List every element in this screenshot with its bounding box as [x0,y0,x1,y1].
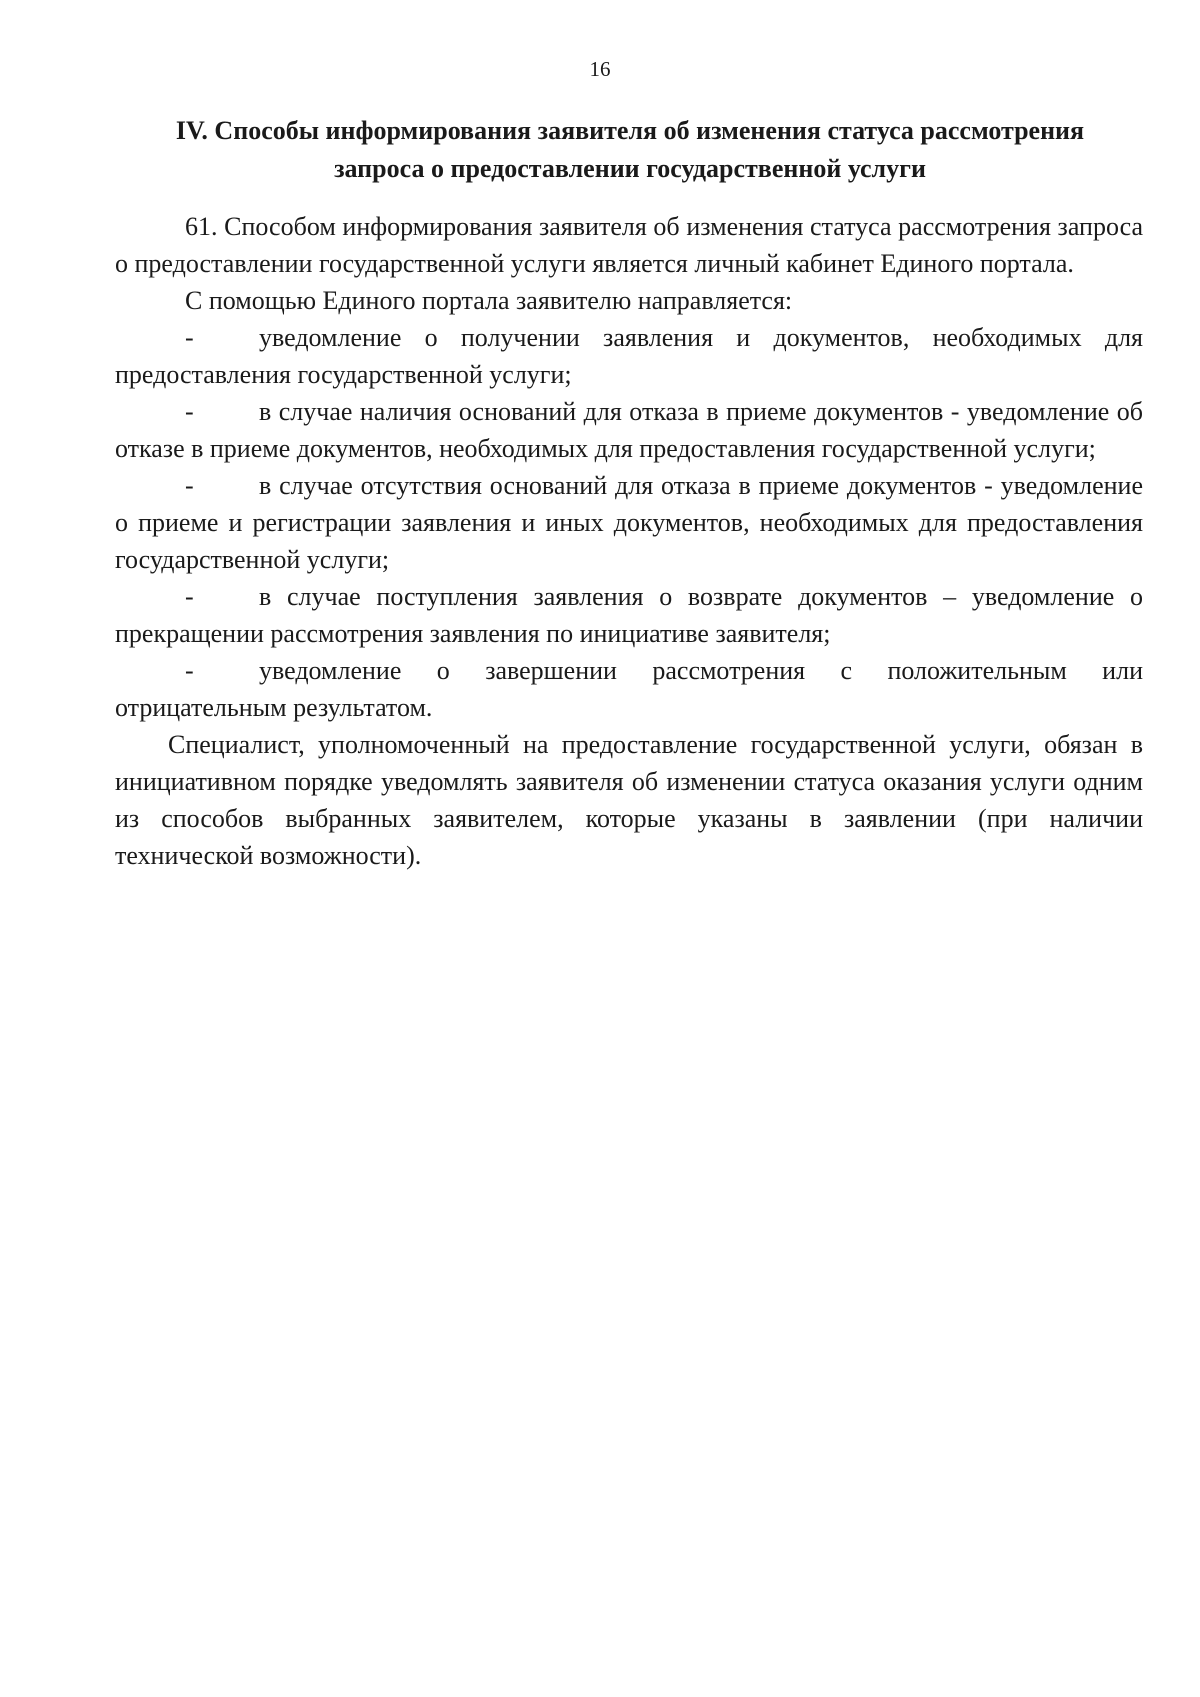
list-item-text: в случае наличия оснований для отказа в приеме документов - уведомление об отказе в приеме документов, необходимых для предоставления государственной услуги; [115,397,1143,463]
section-title-line-2: запроса о предоставлении государственной услуги [334,154,926,183]
list-item [115,578,1143,652]
closing-paragraph: Специалист, уполномоченный на предоставление государственной услуги, обязан в инициативном порядке уведомлять заявителя об изменении статуса оказания услуги одним из способов выбранных заявителем, которые указаны в заявлении (при наличии технической возможности). [115,730,1143,870]
page-number: 16 [589,57,611,81]
list-item-text: уведомление о завершении рассмотрения с положительным или отрицательным результатом. [115,656,1143,722]
list-item-text: в случае отсутствия оснований для отказа в приеме документов - уведомление о приеме и регистрации заявления и иных документов, необходимых для предоставления государственной услуги; [115,471,1143,574]
bullet-dash: - [185,471,194,500]
list-item-text: уведомление о получении заявления и документов, необходимых для предоставления государственной услуги; [115,323,1143,389]
paragraph-61: 61. Способом информирования заявителя об изменения статуса рассмотрения запроса о предоставлении государственной услуги является личный кабинет Единого портала. [115,212,1143,278]
list-item [115,393,1143,467]
list-item [115,652,1143,726]
section-title-line-1: IV. Способы информирования заявителя об изменения статуса рассмотрения [175,116,1085,145]
intro-paragraph: С помощью Единого портала заявителю направляется: [185,286,793,315]
bullet-dash: - [185,323,194,352]
bullet-dash: - [185,656,194,685]
document-body [115,208,1143,874]
section-title [115,112,1145,188]
bullet-dash: - [185,582,194,611]
bullet-dash: - [185,397,194,426]
list-item-text: в случае поступления заявления о возврате документов – уведомление о прекращении рассмотрения заявления по инициативе заявителя; [115,582,1143,648]
list-item [115,319,1143,393]
list-item [115,467,1143,578]
